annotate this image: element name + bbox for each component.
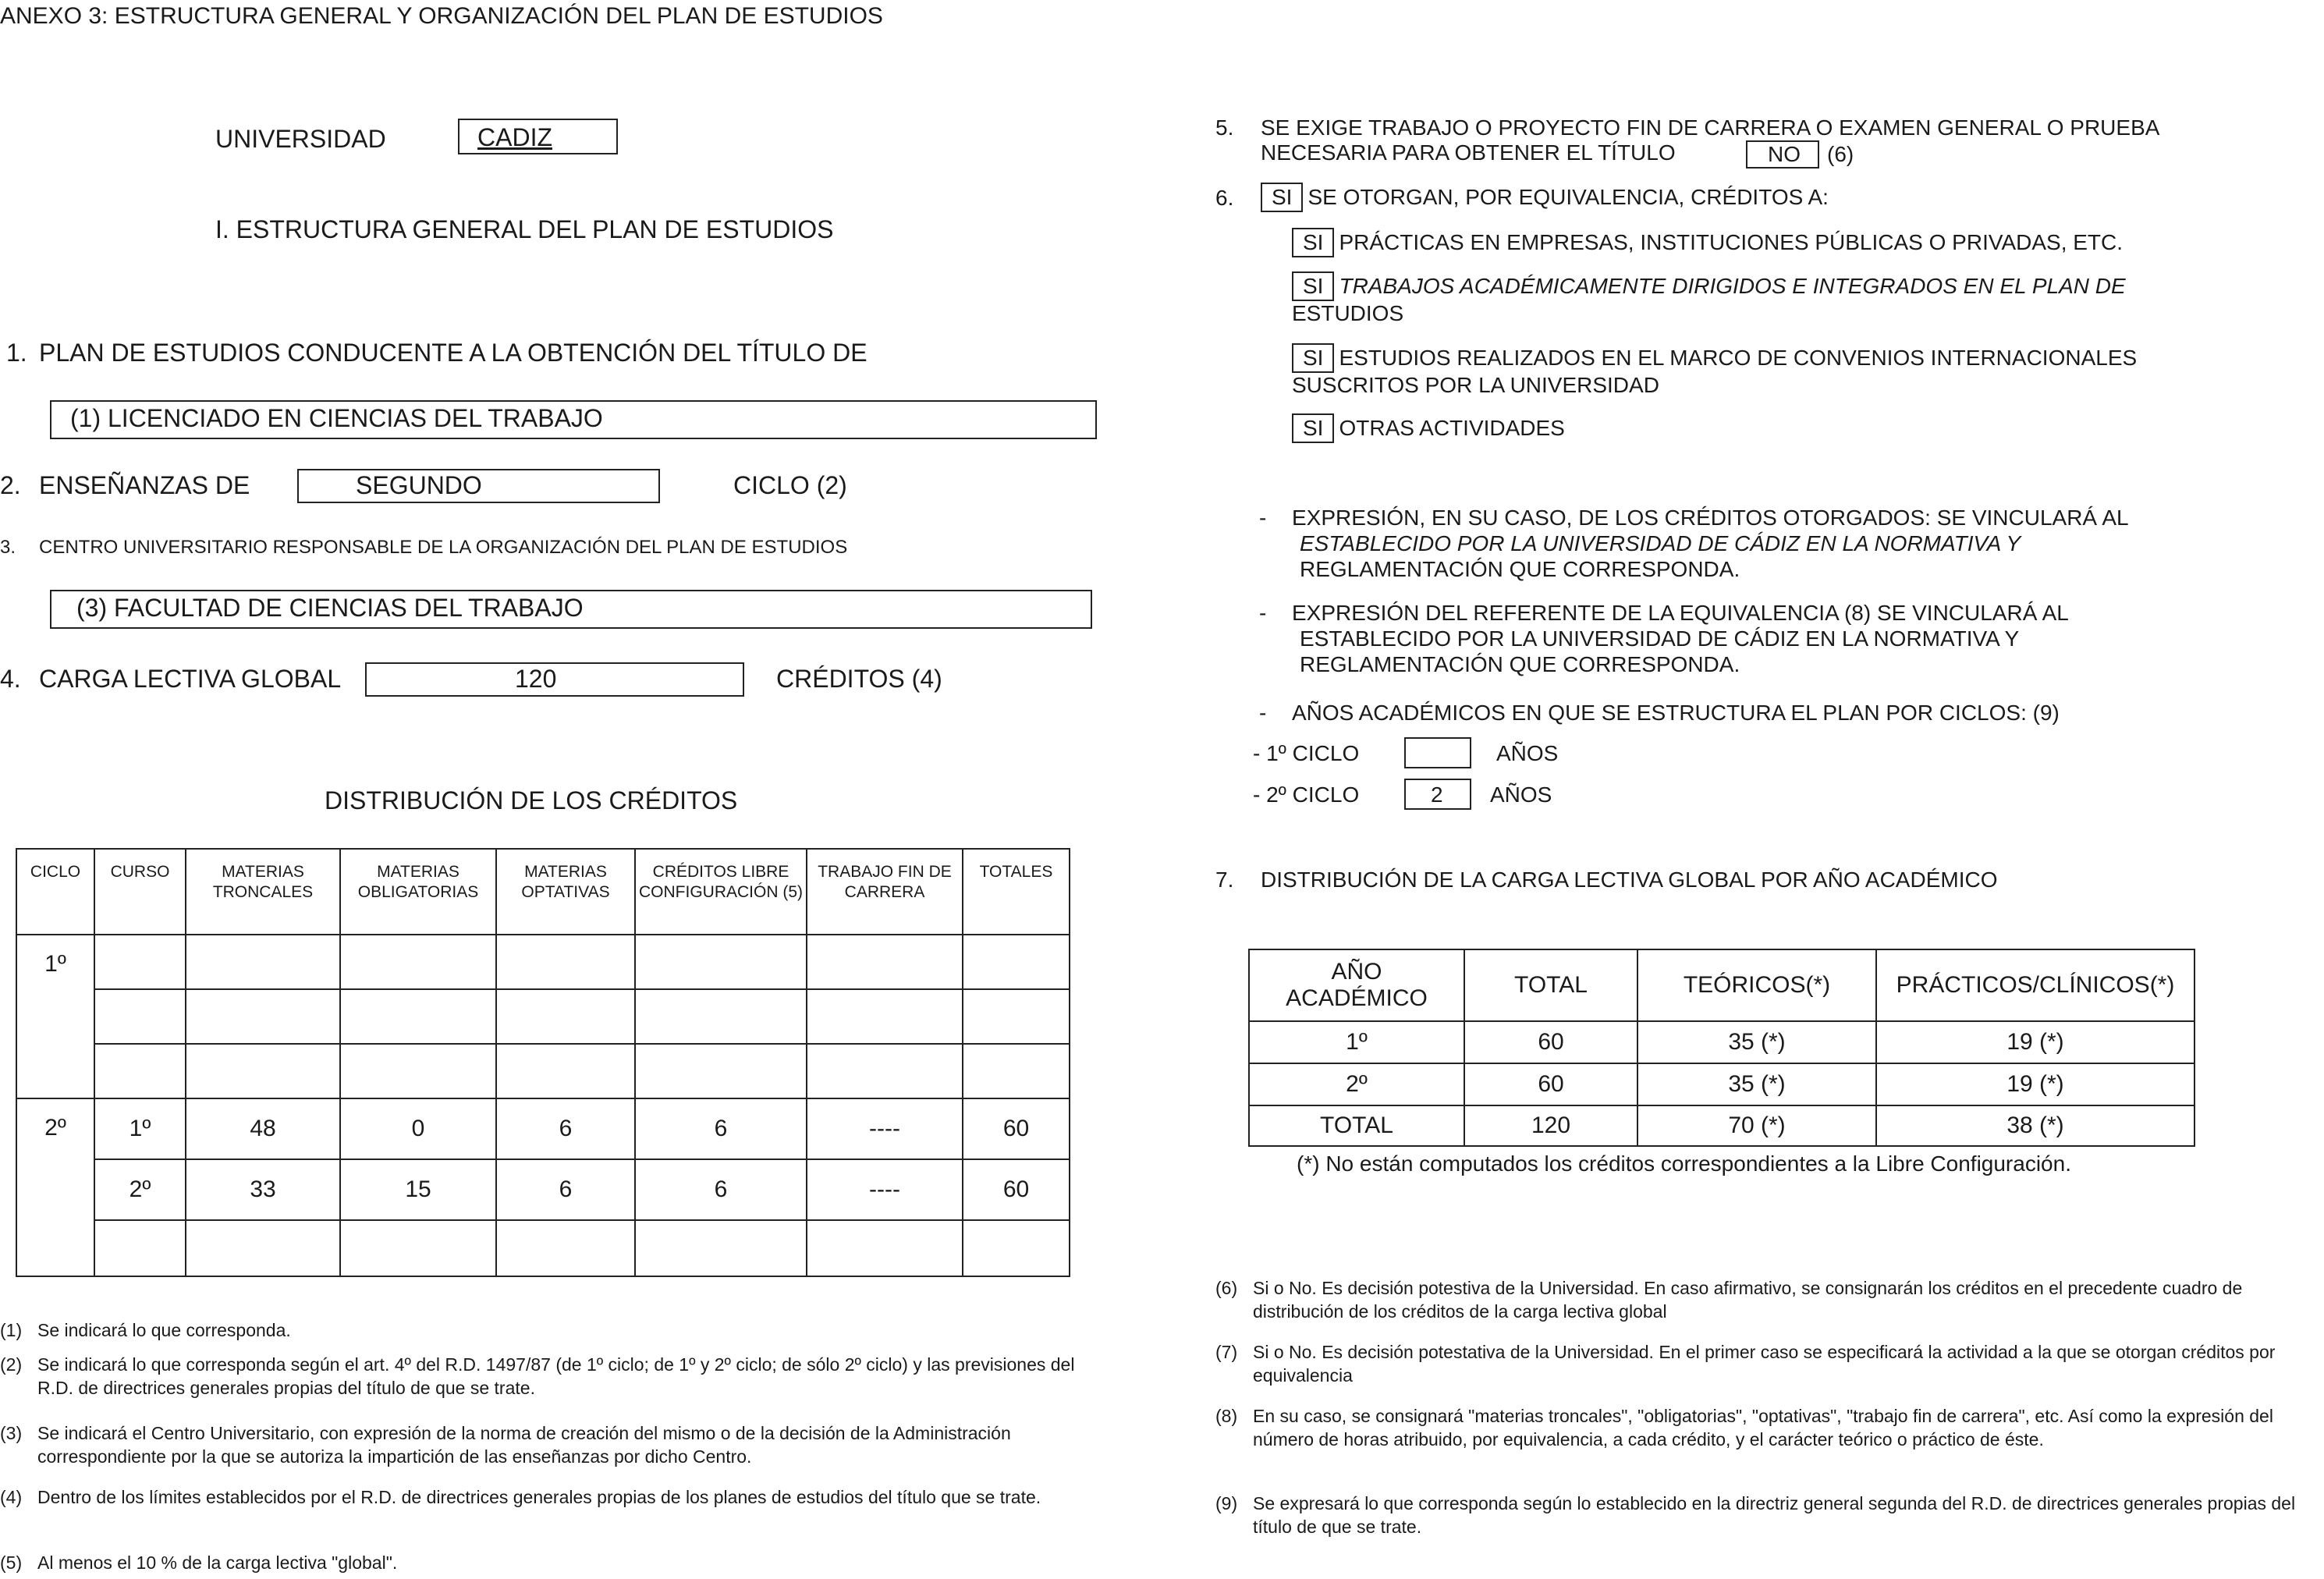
footnote	[1215, 1340, 2308, 1387]
item2-number: 2.	[0, 471, 21, 499]
table-cell: 19 (*)	[1876, 1063, 2194, 1105]
academic-year-table	[1248, 949, 2195, 1147]
table-cell	[186, 1044, 340, 1098]
global-load-value: 120	[515, 665, 557, 693]
equivalence-practicas	[1292, 228, 2123, 257]
year-table-footnote: (*) No están computados los créditos correspondientes a la Libre Configuración.	[1297, 1151, 2071, 1176]
table-cell	[340, 935, 496, 989]
footnote-text: Si o No. Es decisión potestiva de la Universidad. En caso afirmativo, se consignarán los créditos en el precedente cuadro de distribución de los créditos de la carga lectiva global	[1253, 1278, 2243, 1322]
header-troncales: MATERIAS TRONCALES	[186, 849, 340, 935]
table-row	[16, 1220, 1070, 1276]
convenios-label: ESTUDIOS REALIZADOS EN EL MARCO DE CONVENIOS INTERNACIONALES	[1339, 346, 2138, 370]
section-title: I. ESTRUCTURA GENERAL DEL PLAN DE ESTUDIOS	[215, 215, 834, 243]
table-row	[16, 989, 1070, 1044]
footnote-number: (3)	[0, 1423, 23, 1443]
bullet1-line1: EXPRESIÓN, EN SU CASO, DE LOS CRÉDITOS OTORGADOS: SE VINCULARÁ AL	[1292, 506, 2129, 530]
university-label: UNIVERSIDAD	[215, 125, 386, 153]
table-cell: 70 (*)	[1637, 1105, 1876, 1146]
table-cell	[496, 1044, 635, 1098]
cycle-value: SEGUNDO	[356, 471, 482, 499]
table-cell: 2º	[1249, 1063, 1464, 1105]
item5-number: 5.	[1215, 115, 1234, 140]
table-cell	[186, 989, 340, 1044]
distribution-title: DISTRIBUCIÓN DE LOS CRÉDITOS	[325, 786, 738, 814]
footnote-text: Se indicará lo que corresponda según el art. 4º del R.D. 1497/87 (de 1º ciclo; de 1º y 2º ciclo; de sólo 2º ciclo) y las previsiones del R.D. de directrices generales propias del título de que se trate.	[37, 1354, 1075, 1398]
table-cell	[635, 1220, 807, 1276]
table-cell: 35 (*)	[1637, 1021, 1876, 1063]
convenios-value: SI	[1292, 343, 1334, 373]
table-cell: 33	[186, 1159, 340, 1220]
footnote-number: (6)	[1215, 1278, 1238, 1298]
practicas-label: PRÁCTICAS EN EMPRESAS, INSTITUCIONES PÚBLICAS O PRIVADAS, ETC.	[1339, 230, 2124, 254]
bullet1-line2: ESTABLECIDO POR LA UNIVERSIDAD DE CÁDIZ EN LA NORMATIVA Y	[1300, 531, 2021, 555]
header-totales: TOTALES	[963, 849, 1070, 935]
equivalence-value: SI	[1261, 183, 1303, 212]
table-cell: 60	[963, 1159, 1070, 1220]
center-value: (3) FACULTAD DE CIENCIAS DEL TRABAJO	[76, 594, 584, 622]
table-cell: 60	[1464, 1063, 1637, 1105]
bullet2-line1: EXPRESIÓN DEL REFERENTE DE LA EQUIVALENCIA (8) SE VINCULARÁ AL	[1292, 601, 2069, 625]
table-cell	[340, 1044, 496, 1098]
table-cell: 38 (*)	[1876, 1105, 2194, 1146]
bullet-dash: -	[1259, 701, 1267, 725]
item3-label: CENTRO UNIVERSITARIO RESPONSABLE DE LA ORGANIZACIÓN DEL PLAN DE ESTUDIOS	[39, 537, 848, 558]
bullet-dash: -	[1259, 601, 1267, 625]
table-cell: 60	[963, 1098, 1070, 1159]
table-cell	[340, 1220, 496, 1276]
table-cell: 19 (*)	[1876, 1021, 2194, 1063]
ciclo2-suffix: AÑOS	[1490, 782, 1552, 807]
header-obligatorias: MATERIAS OBLIGATORIAS	[340, 849, 496, 935]
footnote-text: Al menos el 10 % de la carga lectiva "global".	[37, 1552, 398, 1573]
table-cell	[963, 1044, 1070, 1098]
table-row	[1249, 1063, 2194, 1105]
table-cell: ----	[807, 1098, 963, 1159]
table-cell	[635, 1044, 807, 1098]
header-optativas: MATERIAS OPTATIVAS	[496, 849, 635, 935]
footnote-number: (1)	[0, 1320, 23, 1340]
table-cell	[635, 989, 807, 1044]
header-practicos: PRÁCTICOS/CLÍNICOS(*)	[1876, 949, 2194, 1021]
footnote	[1215, 1404, 2308, 1474]
footnote-number: (7)	[1215, 1342, 1238, 1362]
ciclo2-value: 2	[1431, 782, 1443, 807]
footnote-number: (9)	[1215, 1493, 1238, 1513]
header-curso: CURSO	[94, 849, 186, 935]
table-header-row	[1249, 949, 2194, 1021]
item7-label: DISTRIBUCIÓN DE LA CARGA LECTIVA GLOBAL POR AÑO ACADÉMICO	[1261, 868, 1998, 892]
equivalence-row	[1261, 183, 1829, 212]
university-value: CADIZ	[477, 123, 552, 151]
ciclo2-label: - 2º CICLO	[1253, 782, 1360, 807]
bullet3: AÑOS ACADÉMICOS EN QUE SE ESTRUCTURA EL PLAN POR CICLOS: (9)	[1292, 701, 2060, 725]
table-cell	[963, 1220, 1070, 1276]
equivalence-otras	[1292, 413, 1565, 443]
table-cell	[186, 935, 340, 989]
table-cell	[340, 989, 496, 1044]
footnote-text: En su caso, se consignará "materias troncales", "obligatorias", "optativas", "trabajo fin de carrera", etc. Así como la expresión del número de horas atribuido, por equivalencia, a cada crédito, y el carácter teórico o práctico de éste.	[1253, 1406, 2273, 1449]
footnote-text: Dentro de los límites establecidos por el R.D. de directrices generales propias de los planes de estudios del título que se trate.	[37, 1487, 1041, 1507]
table-row	[1249, 1105, 2194, 1146]
header-year: AÑO ACADÉMICO	[1249, 949, 1464, 1021]
header-teoricos: TEÓRICOS(*)	[1637, 949, 1876, 1021]
footnote-number: (4)	[0, 1487, 23, 1507]
credits-distribution-table	[16, 848, 1070, 1277]
trabajos-label-line2: ESTUDIOS	[1292, 301, 1404, 325]
table-row	[16, 1098, 1070, 1159]
convenios-label-line2: SUSCRITOS POR LA UNIVERSIDAD	[1292, 373, 1659, 397]
item4-suffix: CRÉDITOS (4)	[776, 665, 942, 693]
practicas-value: SI	[1292, 228, 1334, 257]
table-cell	[94, 935, 186, 989]
item2-label: ENSEÑANZAS DE	[39, 471, 250, 499]
item1-label: PLAN DE ESTUDIOS CONDUCENTE A LA OBTENCIÓN DEL TÍTULO DE	[39, 339, 868, 367]
table-cell: 6	[496, 1159, 635, 1220]
item7-number: 7.	[1215, 868, 1234, 892]
trabajos-value: SI	[1292, 271, 1334, 301]
otras-value: SI	[1292, 413, 1334, 443]
otras-label: OTRAS ACTIVIDADES	[1339, 416, 1565, 440]
degree-title-value: (1) LICENCIADO EN CIENCIAS DEL TRABAJO	[70, 404, 603, 432]
footnote	[0, 1318, 1100, 1342]
footnote-text: Se indicará el Centro Universitario, con expresión de la norma de creación del mismo o de la decisión de la Administración correspondiente por la que se autoriza la impartición de las enseñanzas por dicho Centro.	[37, 1423, 1011, 1467]
table-cell	[94, 1220, 186, 1276]
final-project-value: NO	[1768, 142, 1801, 166]
item6-number: 6.	[1215, 186, 1234, 210]
table-cell: 0	[340, 1098, 496, 1159]
table-cell	[186, 1220, 340, 1276]
table-row	[1249, 1021, 2194, 1063]
table-cell: 6	[635, 1159, 807, 1220]
footnote-number: (5)	[0, 1552, 23, 1573]
header-trabajo-fin: TRABAJO FIN DE CARRERA	[807, 849, 963, 935]
item5-line1: SE EXIGE TRABAJO O PROYECTO FIN DE CARRERA O EXAMEN GENERAL O PRUEBA	[1261, 115, 2160, 140]
footnote	[1215, 1492, 2308, 1538]
table-cell	[963, 989, 1070, 1044]
footnote-text: Si o No. Es decisión potestativa de la Universidad. En el primer caso se especificará la actividad a la que se otorgan créditos por equivalencia	[1253, 1342, 2276, 1386]
header-ciclo: CICLO	[16, 849, 94, 935]
table-cell	[963, 935, 1070, 989]
item4-number: 4.	[0, 665, 21, 693]
bullet2-line2: ESTABLECIDO POR LA UNIVERSIDAD DE CÁDIZ EN LA NORMATIVA Y	[1300, 626, 2020, 651]
table-cell	[94, 989, 186, 1044]
footnote	[0, 1353, 1100, 1400]
bullet2-line3: REGLAMENTACIÓN QUE CORRESPONDA.	[1300, 652, 1740, 676]
table-cell: 60	[1464, 1021, 1637, 1063]
table-cell: 35 (*)	[1637, 1063, 1876, 1105]
table-cell	[496, 935, 635, 989]
footnote-number: (2)	[0, 1354, 23, 1375]
table-cell: ----	[807, 1159, 963, 1220]
header-libre-configuracion: CRÉDITOS LIBRE CONFIGURACIÓN (5)	[635, 849, 807, 935]
table-header-row	[16, 849, 1070, 935]
bullet1-line3: REGLAMENTACIÓN QUE CORRESPONDA.	[1300, 557, 1740, 581]
table-cell	[496, 989, 635, 1044]
table-cell	[496, 1220, 635, 1276]
table-cell: 6	[635, 1098, 807, 1159]
table-cell: 2º	[16, 1098, 94, 1276]
table-cell: 48	[186, 1098, 340, 1159]
table-row	[16, 1159, 1070, 1220]
table-cell: 15	[340, 1159, 496, 1220]
table-cell	[635, 935, 807, 989]
trabajos-label: TRABAJOS ACADÉMICAMENTE DIRIGIDOS E INTEGRADOS EN EL PLAN DE	[1339, 274, 2126, 298]
table-cell: 120	[1464, 1105, 1637, 1146]
ciclo1-suffix: AÑOS	[1496, 741, 1559, 765]
table-cell: 1º	[1249, 1021, 1464, 1063]
annex-title: ANEXO 3: ESTRUCTURA GENERAL Y ORGANIZACIÓN DEL PLAN DE ESTUDIOS	[0, 3, 883, 29]
table-cell: 1º	[94, 1098, 186, 1159]
table-cell: 1º	[16, 935, 94, 1098]
footnote-text: Se expresará lo que corresponda según lo establecido en la directriz general segunda del R.D. de directrices generales propias del título de que se trate.	[1253, 1493, 2296, 1537]
table-row	[16, 935, 1070, 989]
item1-number: 1.	[6, 339, 27, 367]
footnote	[0, 1551, 1100, 1574]
item3-number: 3.	[0, 537, 16, 558]
table-row	[16, 1044, 1070, 1098]
footnote	[1215, 1276, 2308, 1323]
equivalence-trabajos	[1292, 271, 2126, 301]
table-cell	[807, 935, 963, 989]
table-cell: TOTAL	[1249, 1105, 1464, 1146]
footnote-text: Se indicará lo que corresponda.	[37, 1320, 291, 1340]
footnote	[0, 1485, 1100, 1532]
bullet-dash: -	[1259, 506, 1267, 530]
item4-label: CARGA LECTIVA GLOBAL	[39, 665, 342, 693]
table-cell	[94, 1044, 186, 1098]
table-cell: 2º	[94, 1159, 186, 1220]
footnote-number: (8)	[1215, 1406, 1238, 1426]
equivalence-label: SE OTORGAN, POR EQUIVALENCIA, CRÉDITOS A:	[1307, 185, 1829, 209]
footnote	[0, 1421, 1100, 1468]
table-cell	[807, 1044, 963, 1098]
table-cell	[807, 1220, 963, 1276]
item5-line2: NECESARIA PARA OBTENER EL TÍTULO	[1261, 140, 1676, 165]
item5-suffix: (6)	[1827, 142, 1854, 166]
item2-suffix: CICLO (2)	[733, 471, 847, 499]
header-total: TOTAL	[1464, 949, 1637, 1021]
equivalence-convenios	[1292, 343, 2137, 373]
table-cell: 6	[496, 1098, 635, 1159]
ciclo1-box	[1404, 737, 1471, 768]
ciclo1-label: - 1º CICLO	[1253, 741, 1360, 765]
table-cell	[807, 989, 963, 1044]
